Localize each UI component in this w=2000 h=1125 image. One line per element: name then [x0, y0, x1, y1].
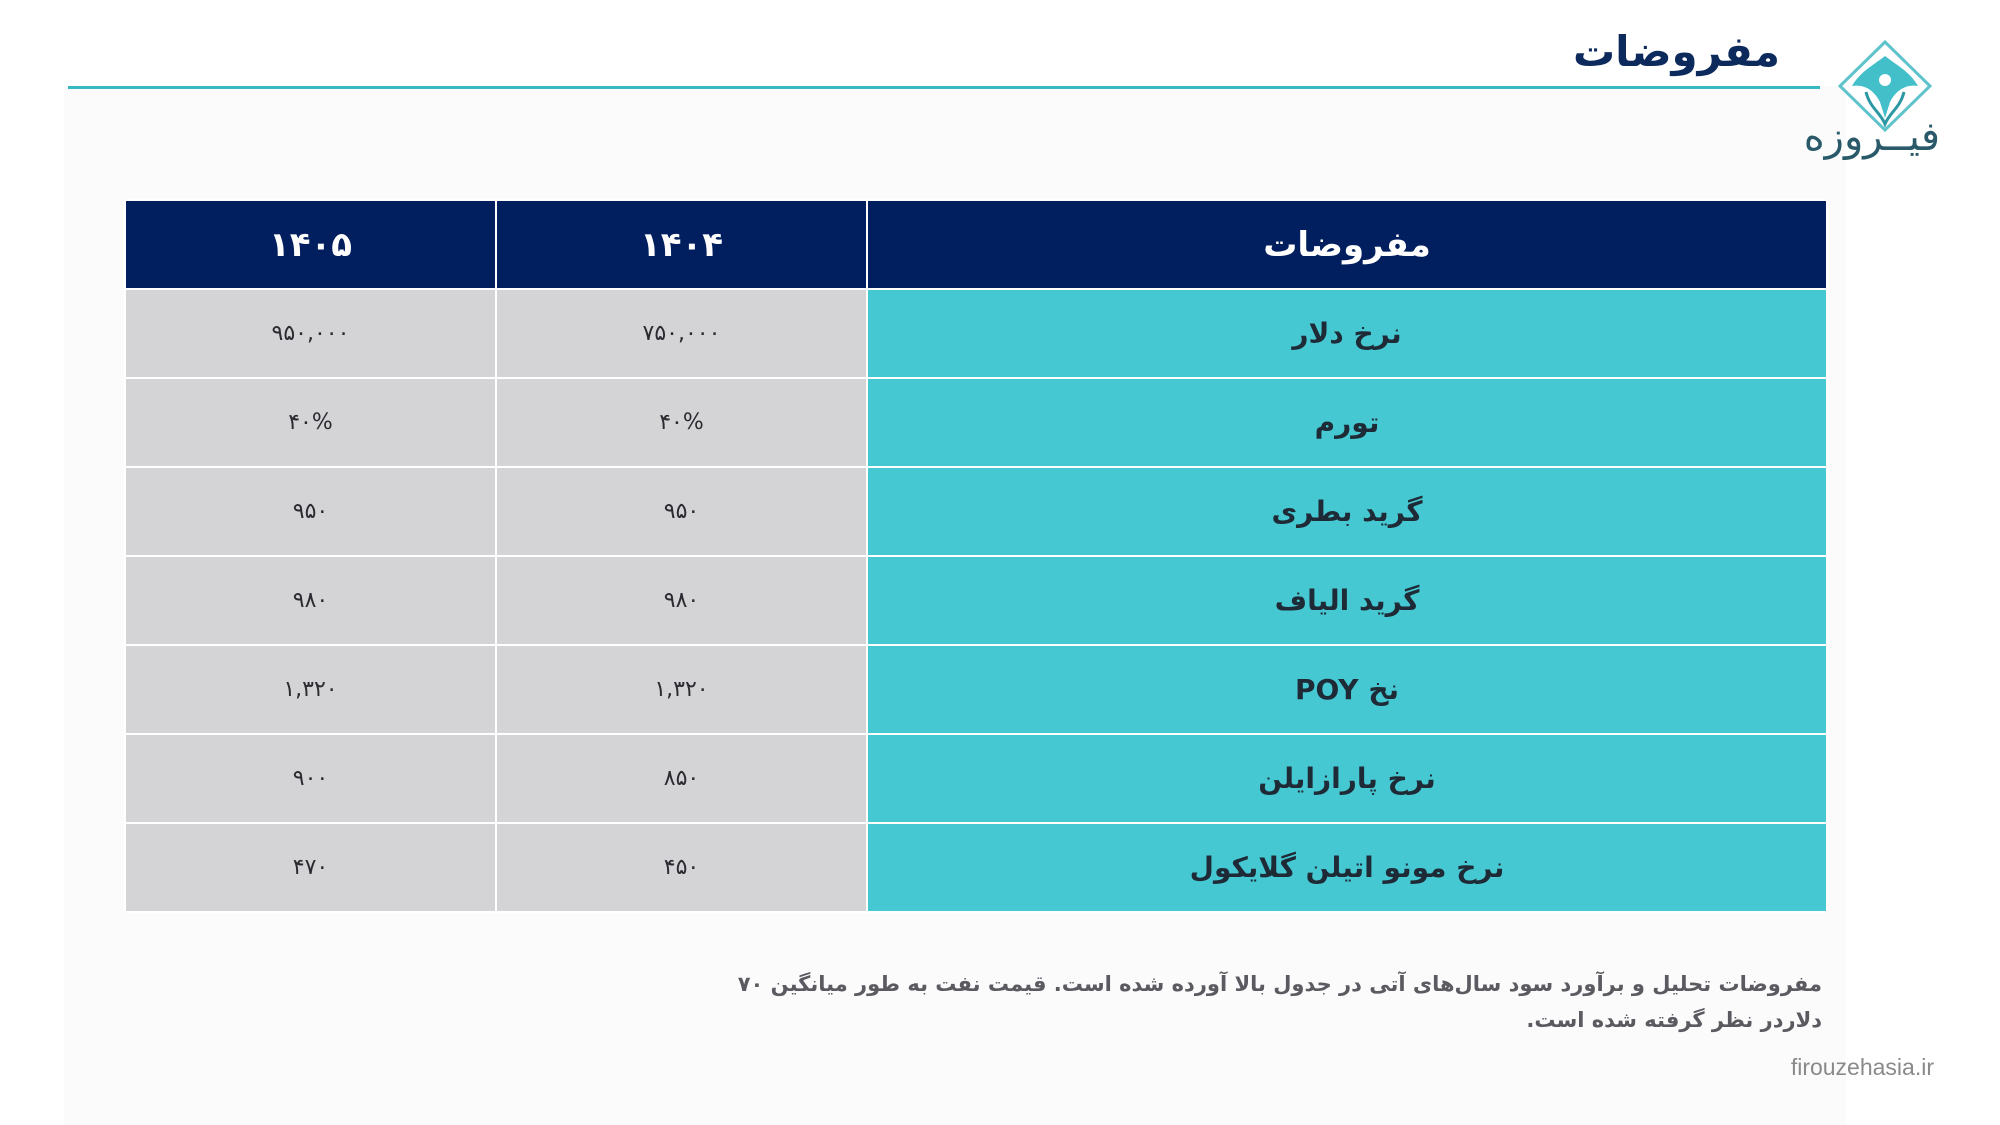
row-label: نخ POY	[867, 645, 1827, 734]
row-label: نرخ مونو اتیلن گلایکول	[867, 823, 1827, 912]
value-1405: ۱,۳۲۰	[125, 645, 496, 734]
column-header-1404: ۱۴۰۴	[496, 200, 867, 289]
row-label: گرید الیاف	[867, 556, 1827, 645]
value-1404: ۹۵۰	[496, 467, 867, 556]
website-link[interactable]: firouzehasia.ir	[1790, 1054, 1934, 1080]
value-1404: ۱,۳۲۰	[496, 645, 867, 734]
table-row	[125, 289, 1827, 378]
logo-text: فیــروزه	[1803, 114, 1940, 160]
column-header-1405: ۱۴۰۵	[125, 200, 496, 289]
row-label: نرخ پارازایلن	[867, 734, 1827, 823]
value-1404: ۸۵۰	[496, 734, 867, 823]
column-header-label: مفروضات	[867, 200, 1827, 289]
value-1404: ۹۸۰	[496, 556, 867, 645]
table-row	[125, 378, 1827, 467]
page-title: مفروضات	[1572, 27, 1780, 76]
value-1405: ۹۵۰,۰۰۰	[125, 289, 496, 378]
table-row	[125, 734, 1827, 823]
row-label: نرخ دلار	[867, 289, 1827, 378]
value-1405: ۹۸۰	[125, 556, 496, 645]
value-1404: ۴۰%	[496, 378, 867, 467]
table-row	[125, 467, 1827, 556]
assumptions-table	[124, 199, 1828, 913]
value-1405: ۴۰%	[125, 378, 496, 467]
value-1405: ۹۵۰	[125, 467, 496, 556]
footnote: مفروضات تحلیل و برآورد سود سال‌های آتی در جدول بالا آورده شده است. قیمت نفت به طور میانگین ۷۰ دلاردر نظر گرفته شده است.	[737, 972, 1822, 1032]
title-divider	[68, 86, 1820, 89]
table-row	[125, 556, 1827, 645]
table-header-row	[125, 200, 1827, 289]
value-1405: ۴۷۰	[125, 823, 496, 912]
value-1405: ۹۰۰	[125, 734, 496, 823]
row-label: گرید بطری	[867, 467, 1827, 556]
value-1404: ۴۵۰	[496, 823, 867, 912]
table-row	[125, 645, 1827, 734]
value-1404: ۷۵۰,۰۰۰	[496, 289, 867, 378]
table-row	[125, 823, 1827, 912]
row-label: تورم	[867, 378, 1827, 467]
